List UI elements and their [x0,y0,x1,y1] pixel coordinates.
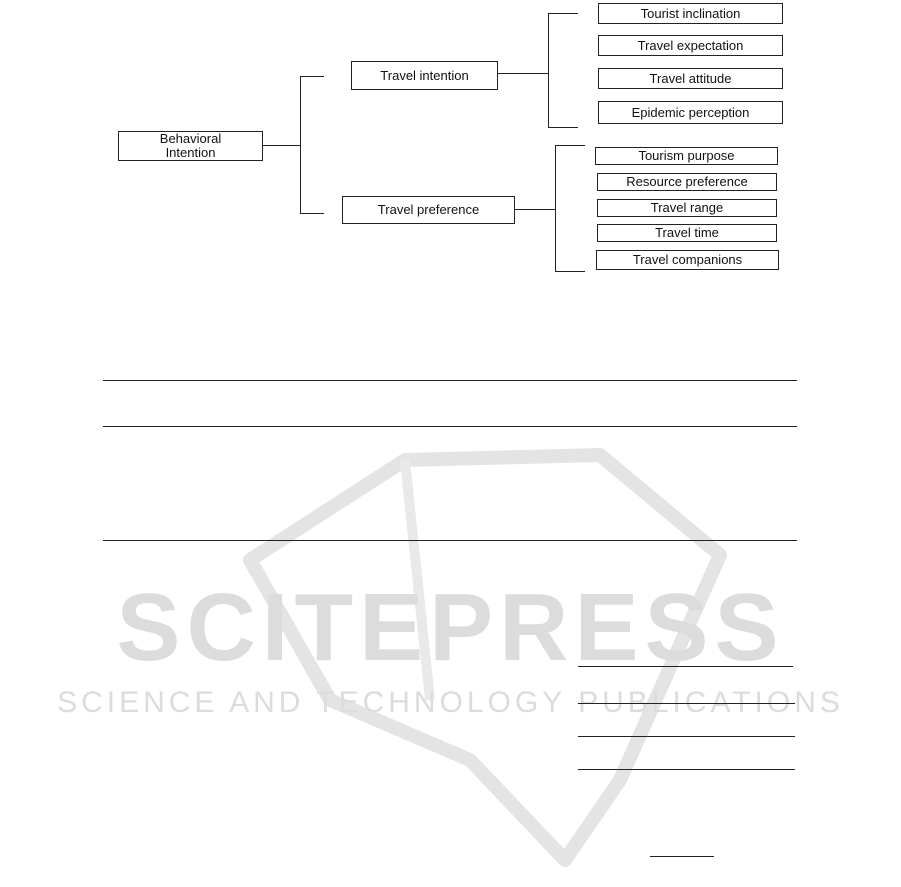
table-top-rule [103,380,797,381]
small-table-rule-1 [578,666,793,667]
leaf-epidemic-perception: Epidemic perception [598,101,783,124]
root-bracket-bottom [300,213,324,214]
travel-intention-node: Travel intention [351,61,498,90]
leaf-travel-range: Travel range [597,199,777,217]
leaf-resource-preference: Resource preference [597,173,777,191]
small-table-rule-4 [578,769,795,770]
small-table-rule-2 [578,703,795,704]
leaf-travel-companions: Travel companions [596,250,779,270]
preference-bracket-bottom [555,271,585,272]
intention-bracket-top [548,13,578,14]
leaf-travel-expectation: Travel expectation [598,35,783,56]
fraction-rule [650,856,714,857]
watermark-brand: SCITEPRESS [116,574,785,681]
leaf-travel-time: Travel time [597,224,777,242]
table-bottom-rule [103,540,797,541]
preference-bracket [555,145,556,272]
leaf-travel-attitude: Travel attitude [598,68,783,89]
leaf-tourist-inclination: Tourist inclination [598,3,783,24]
preference-connector [515,209,555,210]
root-bracket-top [300,76,324,77]
intention-bracket [548,13,549,128]
small-table-rule-3 [578,736,795,737]
root-node: Behavioral Intention [118,131,263,161]
preference-bracket-top [555,145,585,146]
intention-bracket-bottom [548,127,578,128]
watermark-tagline: SCIENCE AND TECHNOLOGY PUBLICATIONS [57,686,844,719]
leaf-tourism-purpose: Tourism purpose [595,147,778,165]
table-header-rule [103,426,797,427]
intention-connector [498,73,548,74]
travel-preference-node: Travel preference [342,196,515,224]
root-bracket [300,76,301,214]
root-connector [263,145,301,146]
